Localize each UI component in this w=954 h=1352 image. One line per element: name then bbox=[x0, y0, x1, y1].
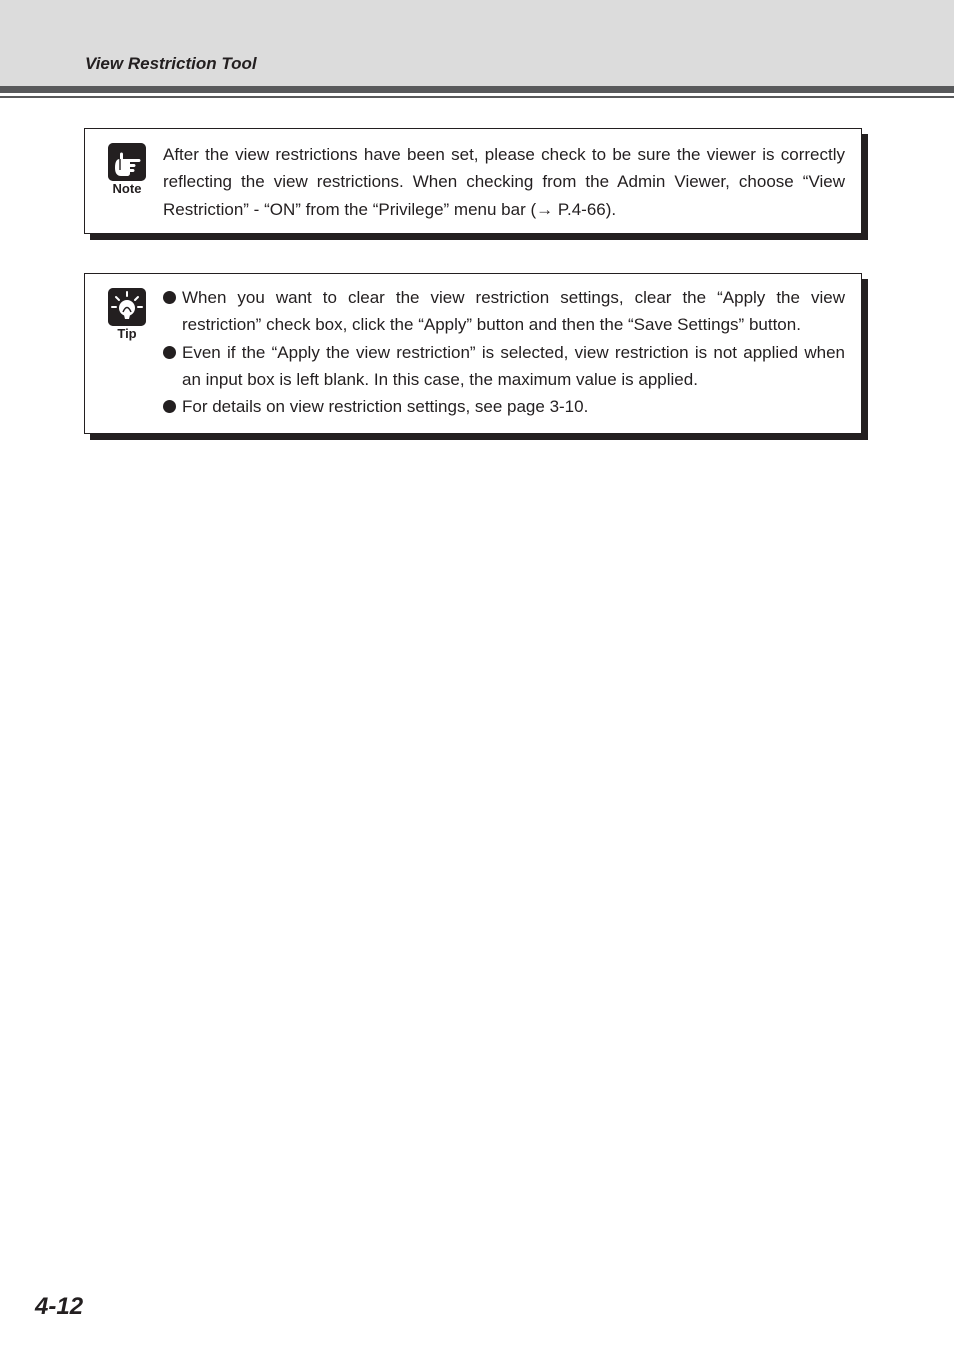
note-icon-group bbox=[105, 143, 149, 196]
tip-item-text: Even if the “Apply the view restriction” is selected, view restriction is not applied when an input box is left blank. In this case, the maximum value is applied. bbox=[182, 342, 845, 389]
tip-text bbox=[163, 284, 845, 420]
tip-icon-group bbox=[105, 288, 149, 341]
note-text: After the view restrictions have been set, please check to be sure the viewer is correctly reflecting the view restrictions. When checking from the Admin Viewer, choose “View Restriction” - “ON” from the “Privilege” menu bar (→ P.4-66). bbox=[163, 145, 845, 219]
tip-box bbox=[84, 273, 862, 434]
bullet-icon bbox=[163, 400, 176, 413]
tip-list bbox=[163, 284, 845, 420]
note-box bbox=[84, 128, 862, 234]
tip-caption: Tip bbox=[117, 326, 137, 341]
header-rule-thick bbox=[0, 86, 954, 93]
tip-list-item bbox=[163, 339, 845, 394]
pointing-hand-icon bbox=[108, 143, 146, 181]
light-bulb-icon bbox=[108, 288, 146, 326]
page-number: 4-12 bbox=[35, 1293, 84, 1320]
tip-item-text: For details on view restriction settings, see page 3-10. bbox=[182, 397, 589, 417]
tip-list-item bbox=[163, 393, 845, 420]
tip-list-item bbox=[163, 284, 845, 339]
header-rule-thin bbox=[0, 96, 954, 98]
tip-item-text: When you want to clear the view restriction settings, clear the “Apply the view restriction” check box, click the “Apply” button and then the “Save Settings” button. bbox=[182, 288, 845, 335]
bullet-icon bbox=[163, 291, 176, 304]
section-title: View Restriction Tool bbox=[85, 54, 257, 73]
bullet-icon bbox=[163, 346, 176, 359]
note-caption: Note bbox=[112, 181, 142, 196]
